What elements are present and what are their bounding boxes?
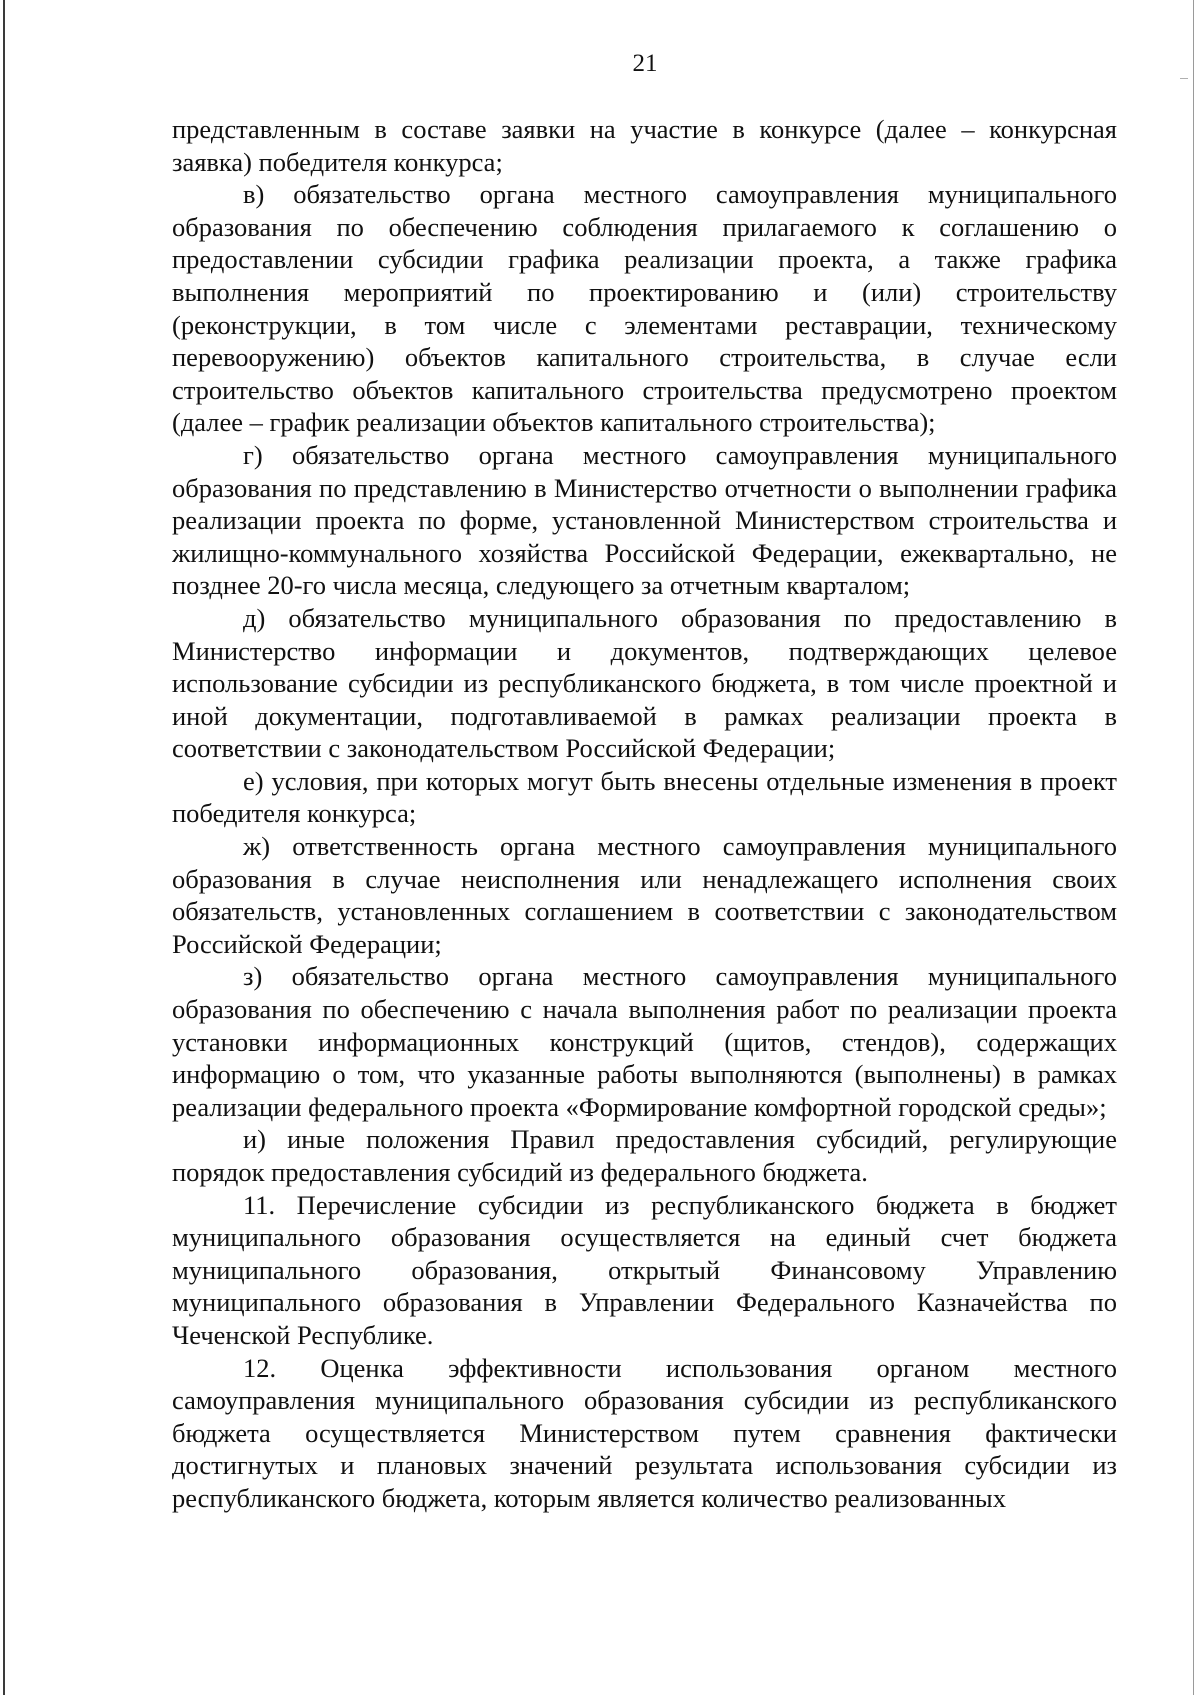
paragraph-clause-11: 11. Перечисление субсидии из республиканского бюджета в бюджет муниципального образования осуществляется на единый счет бюджета муниципального образования, открытый Финансовому Управлению муниципального образования в Управлении Федерального Казначейства по Чеченской Республике. bbox=[172, 1189, 1117, 1350]
paragraph-item-d: д) обязательство муниципального образования по предоставлению в Министерство информации и документов, подтверждающих целевое использование субсидии из республиканского бюджета, в том числе проектной и иной документации, подготавливаемой в рамках реализации проекта в соответствии с законодательством Российской Федерации; bbox=[172, 602, 1117, 764]
paragraph-item-g: г) обязательство органа местного самоуправления муниципального образования по представлению в Министерство отчетности о выполнении графика реализации проекта по форме, установленной Министерством строительства и жилищно-коммунального хозяйства Российской Федерации, ежеквартально, не позднее 20-го числа месяца, следующего за отчетным кварталом; bbox=[172, 439, 1117, 601]
paragraph-continuation: представленным в составе заявки на участие в конкурсе (далее – конкурсная заявка) победителя конкурса; bbox=[172, 114, 1117, 177]
scan-edge-left bbox=[3, 0, 5, 1695]
scan-mark bbox=[1180, 78, 1188, 79]
paragraph-item-z: з) обязательство органа местного самоуправления муниципального образования по обеспечению с начала выполнения работ по реализации проекта установки информационных конструкций (щитов, стендов), содержащих информацию о том, что указанные работы выполняются (выполнены) в рамках реализации федерального проекта «Формирование комфортной городской среды»; bbox=[172, 961, 1117, 1122]
page-number: 21 bbox=[632, 50, 658, 77]
paragraph-item-v: в) обязательство органа местного самоуправления муниципального образования по обеспечению соблюдения прилагаемого к соглашению о предоставлении субсидии графика реализации проекта, а также графика выполнения мероприятий по проектированию и (или) строительству (реконструкции, в том числе с элементами реставрации, техническому перевооружению) объектов капитального строительства, в случае если строительство объектов капитального строительства предусмотрено проектом (далее – график реализации объектов капитального строительства); bbox=[172, 179, 1117, 438]
paragraph-clause-12: 12. Оценка эффективности использования органом местного самоуправления муниципального образования субсидии из республиканского бюджета осуществляется Министерством путем сравнения фактически достигнутых и плановых значений результата использования субсидии из республиканского бюджета, которым является количество реализованных bbox=[172, 1352, 1117, 1513]
paragraph-item-zh: ж) ответственность органа местного самоуправления муниципального образования в случае неисполнения или ненадлежащего исполнения своих обязательств, установленных соглашением в соответствии с законодательством Российской Федерации; bbox=[172, 831, 1117, 959]
paragraph-item-i: и) иные положения Правил предоставления субсидий, регулирующие порядок предоставления субсидий из федерального бюджета. bbox=[172, 1124, 1117, 1187]
scan-edge-right bbox=[1193, 0, 1194, 1695]
paragraph-item-e: е) условия, при которых могут быть внесены отдельные изменения в проект победителя конкурса; bbox=[172, 765, 1117, 829]
document-body bbox=[172, 113, 1117, 1515]
